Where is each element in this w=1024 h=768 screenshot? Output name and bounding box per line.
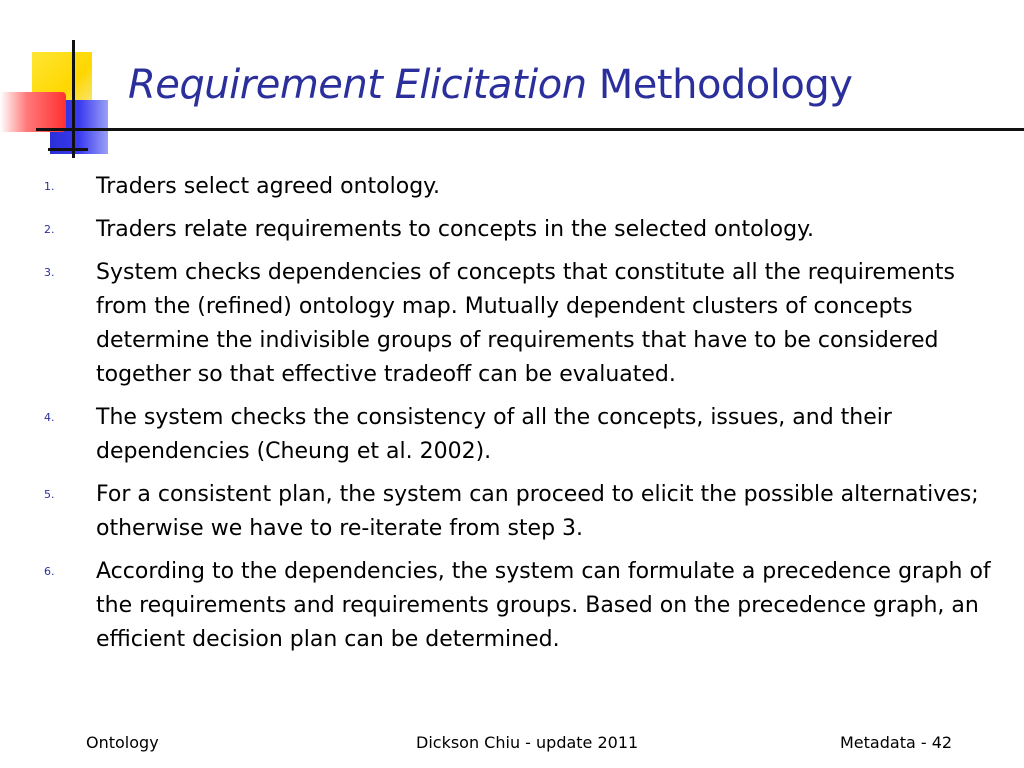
list-item [40, 213, 1008, 247]
title-italic-part: Requirement Elicitation [128, 62, 587, 108]
decorative-short-line [48, 148, 88, 151]
list-item-text: According to the dependencies, the system can formulate a precedence graph of the requirements and requirements groups. Based on the precedence graph, an efficient decision plan can be determined. [96, 559, 991, 652]
list-item [40, 478, 1008, 546]
list-item-text: Traders relate requirements to concepts in the selected ontology. [96, 217, 814, 242]
decorative-vertical-line [72, 40, 75, 158]
footer-author: Dickson Chiu - update 2011 [416, 733, 639, 752]
slide-title [128, 62, 852, 108]
list-item-text: For a consistent plan, the system can proceed to elicit the possible alternatives; otherwise we have to re-iterate from step 3. [96, 482, 979, 541]
list-item-number: 2. [44, 223, 55, 236]
list-item-number: 4. [44, 411, 55, 424]
title-underline [36, 128, 1024, 131]
decorative-red-bar [0, 92, 66, 132]
list-item [40, 555, 1008, 657]
footer-topic: Ontology [86, 733, 159, 752]
title-regular-part: Methodology [598, 62, 853, 108]
list-item-text: System checks dependencies of concepts that constitute all the requirements from the (refined) ontology map. Mutually dependent clusters of concepts determine the indivisible groups of requirements that have to be considered together so that effective tradeoff can be evaluated. [96, 260, 955, 387]
list-item-text: The system checks the consistency of all the concepts, issues, and their dependencies (Cheung et al. 2002). [96, 405, 892, 464]
footer-page-number: Metadata - 42 [840, 733, 953, 752]
list-item-number: 6. [44, 565, 55, 578]
list-item [40, 170, 1008, 204]
list-item [40, 256, 1008, 392]
list-item [40, 401, 1008, 469]
numbered-list [40, 170, 1008, 666]
list-item-text: Traders select agreed ontology. [96, 174, 441, 199]
list-item-number: 3. [44, 266, 55, 279]
list-item-number: 1. [44, 180, 55, 193]
list-item-number: 5. [44, 488, 55, 501]
